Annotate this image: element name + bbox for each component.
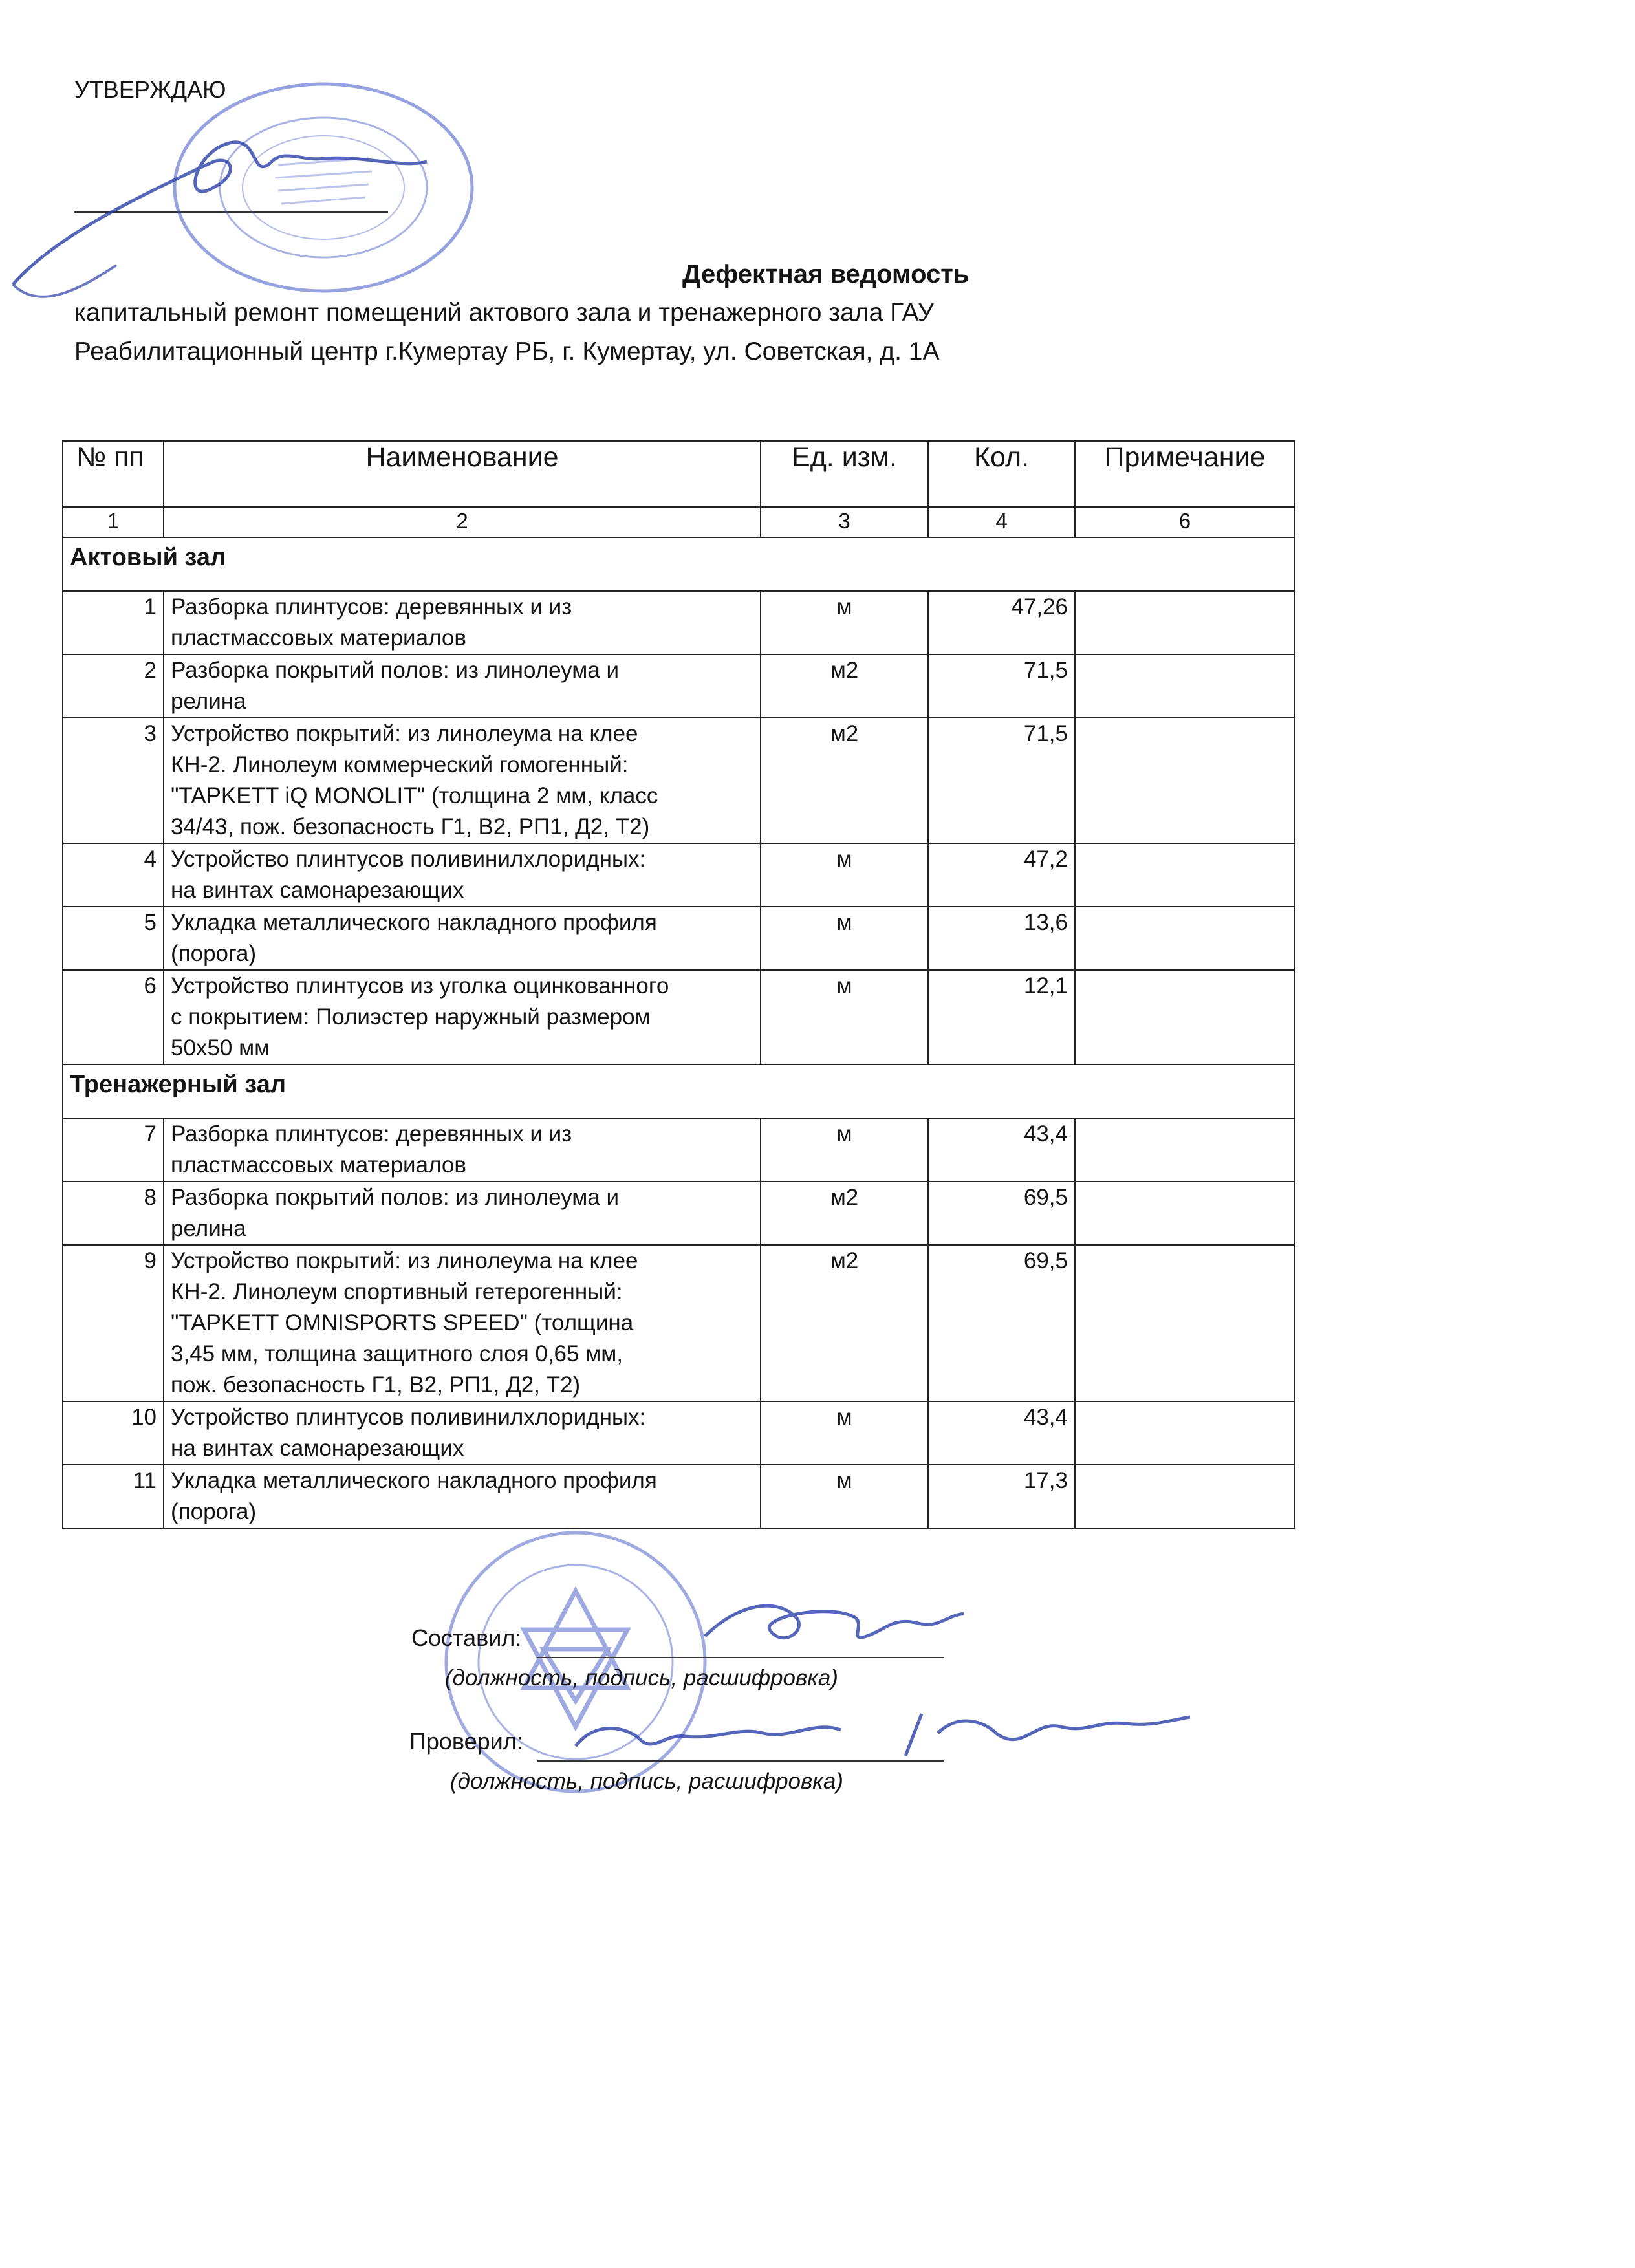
cell-qty: 12,1 [928, 970, 1075, 1064]
cell-unit: м [761, 843, 928, 907]
cell-qty: 71,5 [928, 718, 1075, 843]
cell-note [1075, 654, 1295, 718]
cell-name-line: КН-2. Линолеум спортивный гетерогенный: [171, 1279, 623, 1304]
cell-note [1075, 970, 1295, 1064]
cell-note [1075, 1465, 1295, 1528]
header-unit: Ед. изм. [761, 441, 928, 507]
compiled-label: Составил: [411, 1625, 522, 1651]
column-number-name: 2 [164, 507, 761, 537]
column-number-row [63, 507, 1295, 537]
approval-signature [0, 123, 453, 317]
cell-name [164, 1245, 761, 1401]
table-row [63, 591, 1295, 654]
checked-hint: (должность, подпись, расшифровка) [450, 1769, 843, 1794]
cell-num: 6 [63, 970, 164, 1064]
cell-name-line: 3,45 мм, толщина защитного слоя 0,65 мм, [171, 1341, 623, 1366]
section-title: Тренажерный зал [63, 1064, 1295, 1118]
section-row [63, 1064, 1295, 1118]
table-header-row [63, 441, 1295, 507]
cell-num: 1 [63, 591, 164, 654]
cell-name [164, 1182, 761, 1245]
defects-table-body [63, 441, 1295, 1528]
cell-qty: 13,6 [928, 907, 1075, 970]
cell-note [1075, 1182, 1295, 1245]
table-row [63, 1118, 1295, 1182]
cell-name-line: на винтах самонарезающих [171, 1436, 464, 1461]
cell-name-line: (порога) [171, 941, 257, 966]
table-row [63, 1465, 1295, 1528]
cell-note [1075, 907, 1295, 970]
cell-name-line: "TAPKETT iQ MONOLIT" (толщина 2 мм, класс [171, 783, 658, 808]
cell-qty: 71,5 [928, 654, 1075, 718]
column-number-note: 6 [1075, 507, 1295, 537]
cell-num: 9 [63, 1245, 164, 1401]
cell-unit: м2 [761, 718, 928, 843]
cell-num: 3 [63, 718, 164, 843]
cell-name-line: Устройство плинтусов из уголка оцинкованного [171, 973, 669, 999]
cell-name-line: Устройство покрытий: из линолеума на клее [171, 721, 638, 746]
cell-qty: 69,5 [928, 1182, 1075, 1245]
table-row [63, 654, 1295, 718]
table-row [63, 1401, 1295, 1465]
column-number-num: 1 [63, 507, 164, 537]
cell-name-line: пож. безопасность Г1, В2, РП1, Д2, Т2) [171, 1372, 581, 1398]
approval-stamp [162, 68, 498, 307]
section-row [63, 537, 1295, 591]
cell-name-line: Устройство плинтусов поливинилхлоридных: [171, 1405, 646, 1430]
contractor-stamp [414, 1520, 737, 1804]
cell-name-line: пластмассовых материалов [171, 1152, 466, 1178]
cell-note [1075, 1245, 1295, 1401]
cell-num: 7 [63, 1118, 164, 1182]
header-num: № пп [63, 441, 164, 507]
table-row [63, 1182, 1295, 1245]
cell-note [1075, 718, 1295, 843]
cell-name-line: 34/43, пож. безопасность Г1, В2, РП1, Д2, Т2) [171, 814, 650, 839]
cell-name-line: Укладка металлического накладного профиля [171, 1468, 657, 1493]
cell-note [1075, 1401, 1295, 1465]
defects-table [62, 440, 1295, 1529]
section-title: Актовый зал [63, 537, 1295, 591]
cell-note [1075, 591, 1295, 654]
cell-num: 2 [63, 654, 164, 718]
header-note: Примечание [1075, 441, 1295, 507]
cell-name-line: пластмассовых материалов [171, 625, 466, 651]
cell-qty: 43,4 [928, 1401, 1075, 1465]
cell-unit: м [761, 591, 928, 654]
header-name: Наименование [164, 441, 761, 507]
cell-name-line: КН-2. Линолеум коммерческий гомогенный: [171, 752, 629, 777]
cell-name-line: Разборка покрытий полов: из линолеума и [171, 1185, 620, 1210]
cell-unit: м2 [761, 654, 928, 718]
approval-label: УТВЕРЖДАЮ [74, 76, 226, 103]
cell-qty: 17,3 [928, 1465, 1075, 1528]
cell-name-line: (порога) [171, 1499, 257, 1524]
cell-qty: 43,4 [928, 1118, 1075, 1182]
compiled-signature-line [537, 1657, 944, 1658]
cell-name-line: с покрытием: Полиэстер наружный размером [171, 1004, 651, 1030]
cell-note [1075, 843, 1295, 907]
checked-label: Проверил: [409, 1728, 523, 1755]
cell-name-line: релина [171, 1216, 246, 1241]
approval-signature-line [74, 211, 388, 213]
cell-name [164, 907, 761, 970]
cell-name [164, 970, 761, 1064]
cell-num: 5 [63, 907, 164, 970]
table-row [63, 1245, 1295, 1401]
cell-note [1075, 1118, 1295, 1182]
compiled-hint: (должность, подпись, расшифровка) [445, 1665, 838, 1690]
cell-name-line: Разборка плинтусов: деревянных и из [171, 594, 572, 620]
cell-unit: м2 [761, 1182, 928, 1245]
cell-name-line: Разборка покрытий полов: из линолеума и [171, 658, 620, 683]
checked-signature-line [537, 1760, 944, 1762]
cell-num: 8 [63, 1182, 164, 1245]
cell-unit: м2 [761, 1245, 928, 1401]
cell-name-line: Укладка металлического накладного профиля [171, 910, 657, 935]
cell-name-line: 50х50 мм [171, 1035, 270, 1061]
column-number-unit: 3 [761, 507, 928, 537]
cell-name [164, 718, 761, 843]
cell-name-line: "TAPKETT OMNISPORTS SPEED" (толщина [171, 1310, 634, 1335]
cell-unit: м [761, 1465, 928, 1528]
cell-name [164, 591, 761, 654]
table-row [63, 970, 1295, 1064]
cell-name-line: Устройство покрытий: из линолеума на клее [171, 1248, 638, 1273]
cell-num: 4 [63, 843, 164, 907]
header-qty: Кол. [928, 441, 1075, 507]
cell-unit: м [761, 907, 928, 970]
column-number-qty: 4 [928, 507, 1075, 537]
cell-qty: 69,5 [928, 1245, 1075, 1401]
table-row [63, 718, 1295, 843]
cell-qty: 47,2 [928, 843, 1075, 907]
document-subtitle-line-1: капитальный ремонт помещений актового зала и тренажерного зала ГАУ [74, 299, 934, 327]
table-row [63, 907, 1295, 970]
cell-unit: м [761, 970, 928, 1064]
cell-name [164, 843, 761, 907]
cell-num: 10 [63, 1401, 164, 1465]
cell-unit: м [761, 1401, 928, 1465]
document-title: Дефектная ведомость [682, 260, 969, 288]
table-row [63, 843, 1295, 907]
cell-name [164, 1401, 761, 1465]
compiled-signature [698, 1578, 970, 1669]
cell-qty: 47,26 [928, 591, 1075, 654]
cell-name-line: на винтах самонарезающих [171, 878, 464, 903]
cell-name-line: Устройство плинтусов поливинилхлоридных: [171, 847, 646, 872]
cell-name [164, 1465, 761, 1528]
cell-num: 11 [63, 1465, 164, 1528]
cell-unit: м [761, 1118, 928, 1182]
document-subtitle-line-2: Реабилитационный центр г.Кумертау РБ, г. Кумертау, ул. Советская, д. 1А [74, 338, 940, 365]
cell-name [164, 1118, 761, 1182]
cell-name [164, 654, 761, 718]
cell-name-line: релина [171, 689, 246, 714]
cell-name-line: Разборка плинтусов: деревянных и из [171, 1121, 572, 1147]
